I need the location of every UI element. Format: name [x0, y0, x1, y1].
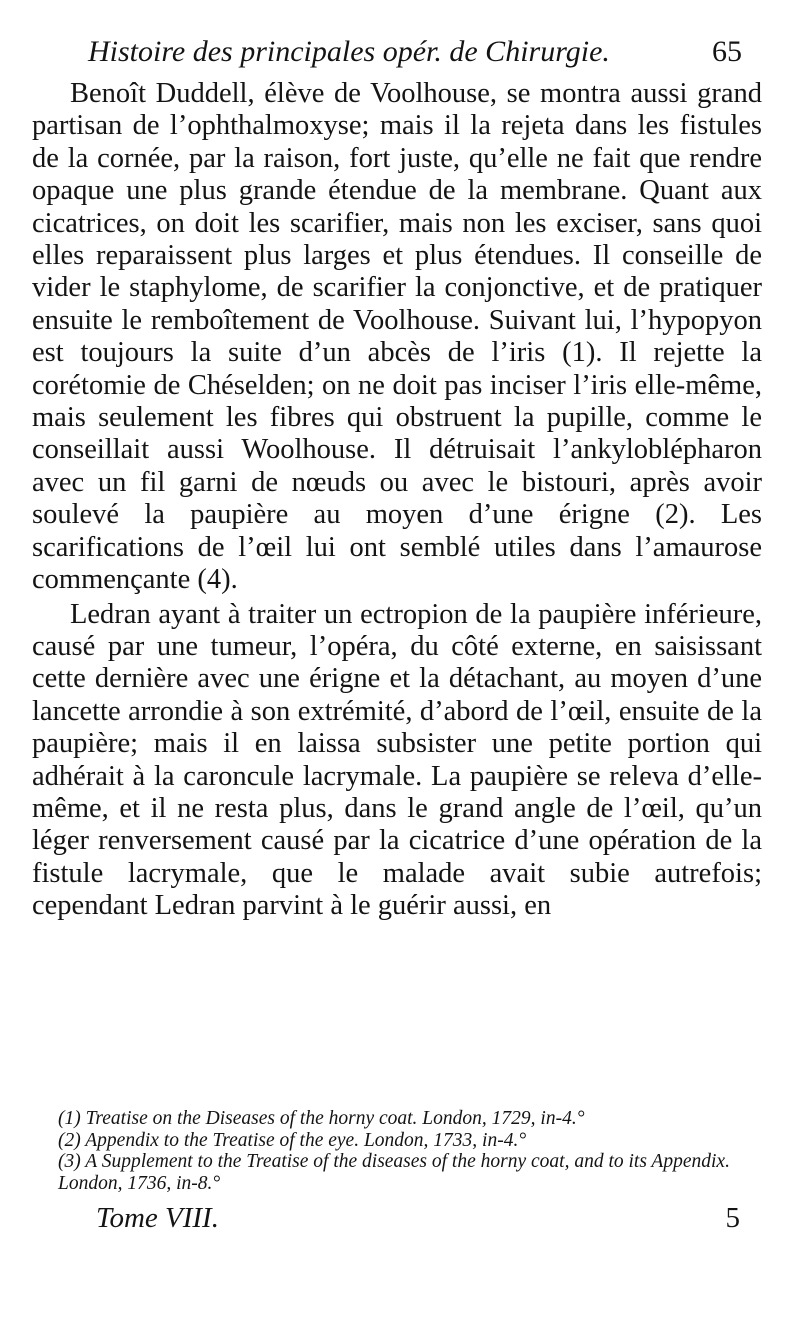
- volume-label: Tome VIII.: [96, 1202, 219, 1234]
- footnote: (1) Treatise on the Diseases of the horny coat. London, 1729, in-4.°: [58, 1108, 585, 1129]
- footnote: (2) Appendix to the Treatise of the eye. London, 1733, in-4.°: [58, 1129, 527, 1151]
- page-number: 65: [712, 35, 742, 68]
- paragraph: Benoît Duddell, élève de Voolhouse, se montra aussi grand partisan de l’ophthalmoxyse; mais il la rejeta dans les fistules de la cornée, par la raison, fort juste, qu’elle ne fait que rendre opaque une plus grande étendue de la membrane. Quant aux cicatrices, on doit les scarifier, mais non les exciser, sans quoi elles reparaissent plus larges et plus étendues. Il conseille de vider le staphylome, de scarifier la conjonctive, et de pratiquer ensuite le remboîtement de Voolhouse. Suivant lui, l’hypopyon est toujours la suite d’un abcès de l’iris (1). Il rejette la corétomie de Chéselden; on ne doit pas inciser l’iris elle-même, mais seulement les fibres qui obstruent la pupille, comme le conseillait aussi Woolhouse. Il détruisait l’ankyloblépharon avec un fil garni de nœuds ou avec le bistouri, après avoir soulevé la paupière au moyen d’une érigne (2). Les scarifications de l’œil lui ont semblé utiles dans l’amaurose commençante (4).: [32, 78, 762, 596]
- running-title: Histoire des principales opér. de Chirurgie.: [88, 35, 610, 68]
- signature-line: [96, 1198, 740, 1238]
- footnotes: [58, 1108, 764, 1194]
- body-text: [32, 78, 762, 923]
- running-head: [88, 30, 742, 74]
- paragraph: Ledran ayant à traiter un ectropion de la paupière inférieure, causé par une tumeur, l’opéra, du côté externe, en saisissant cette dernière avec une érigne et la détachant, au moyen d’une lancette arrondie à son extrémité, d’abord de l’œil, ensuite de la paupière; mais il en laissa subsister une petite portion qui adhérait à la caroncule lacrymale. La paupière se releva d’elle-même, et il ne resta plus, dans le grand angle de l’œil, qu’un léger renversement causé par la cicatrice d’une opération de la fistule lacrymale, que le malade avait subie autrefois; cependant Ledran parvint à le guérir aussi, en: [32, 598, 762, 922]
- signature-mark: 5: [725, 1202, 740, 1234]
- footnote: (3) A Supplement to the Treatise of the diseases of the horny coat, and to its Appendix. London, 1736, in-8.°: [58, 1151, 730, 1194]
